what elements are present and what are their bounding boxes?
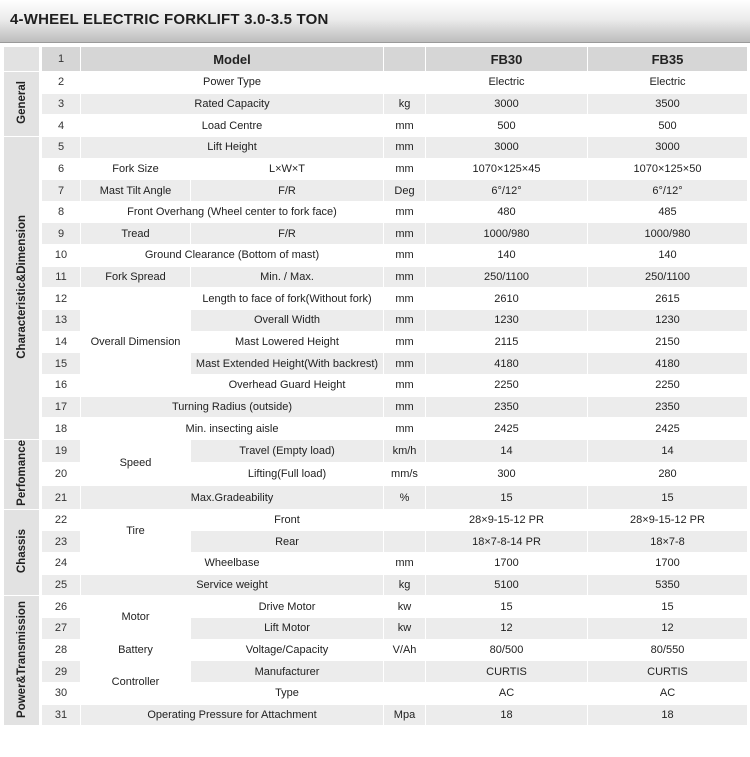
table-row (4, 223, 748, 245)
value-fb35: 250/1100 (588, 266, 748, 288)
row-number: 8 (41, 201, 81, 223)
table-row (4, 266, 748, 288)
row-unit: mm (384, 310, 426, 332)
value-fb35: 14 (588, 439, 748, 462)
value-fb35: 15 (588, 596, 748, 618)
group-characteristic-dimension: Characteristic&Dimension (4, 136, 41, 439)
header-corner (4, 47, 41, 72)
row-sublabel: Front (191, 509, 384, 531)
value-fb35: 6°/12° (588, 180, 748, 202)
value-fb35: 15 (588, 486, 748, 509)
row-label: Power Type (81, 72, 384, 94)
row-sublabel: Mast Extended Height(With backrest) (191, 353, 384, 375)
row-unit: Deg (384, 180, 426, 202)
row-sublabel: Rear (191, 531, 384, 553)
row-number: 25 (41, 574, 81, 596)
row-number: 3 (41, 93, 81, 115)
row-unit: kg (384, 93, 426, 115)
row-unit (384, 661, 426, 683)
value-fb30: 300 (426, 463, 588, 486)
value-fb35: 280 (588, 463, 748, 486)
row-number: 5 (41, 136, 81, 158)
model-fb35: FB35 (588, 47, 748, 72)
value-fb30: 15 (426, 596, 588, 618)
value-fb30: 18 (426, 704, 588, 726)
row-sublabel: Min. / Max. (191, 266, 384, 288)
row-number: 21 (41, 486, 81, 509)
group-chassis: Chassis (4, 509, 41, 596)
value-fb30: 250/1100 (426, 266, 588, 288)
row-number: 12 (41, 288, 81, 310)
value-fb35: 2150 (588, 331, 748, 353)
row-label: Operating Pressure for Attachment (81, 704, 384, 726)
row-unit (384, 531, 426, 553)
row-unit: mm (384, 115, 426, 137)
row-unit: mm (384, 288, 426, 310)
row-unit: mm (384, 201, 426, 223)
row-unit: mm (384, 418, 426, 440)
table-row (4, 245, 748, 267)
row-sublabel: Type (191, 682, 384, 704)
row-unit: % (384, 486, 426, 509)
spec-table (3, 46, 748, 726)
row-unit: V/Ah (384, 639, 426, 661)
row-label: Tread (81, 223, 191, 245)
row-number: 19 (41, 439, 81, 462)
value-fb35: 18×7-8 (588, 531, 748, 553)
row-label: Front Overhang (Wheel center to fork face) (81, 201, 384, 223)
row-unit: mm (384, 223, 426, 245)
value-fb35: 5350 (588, 574, 748, 596)
row-unit: mm/s (384, 463, 426, 486)
row-label: Battery (81, 639, 191, 661)
row-number: 26 (41, 596, 81, 618)
value-fb35: 12 (588, 617, 748, 639)
value-fb30: 480 (426, 201, 588, 223)
value-fb30: 28×9-15-12 PR (426, 509, 588, 531)
table-row (4, 158, 748, 180)
value-fb30: 2250 (426, 374, 588, 396)
table-row (4, 596, 748, 618)
value-fb35: 500 (588, 115, 748, 137)
row-number: 20 (41, 463, 81, 486)
row-sublabel: F/R (191, 223, 384, 245)
row-number: 29 (41, 661, 81, 683)
overall-dimension-label: Overall Dimension (81, 288, 191, 396)
table-row (4, 439, 748, 462)
row-sublabel: Lift Motor (191, 617, 384, 639)
row-sublabel: Manufacturer (191, 661, 384, 683)
row-sublabel: L×W×T (191, 158, 384, 180)
value-fb30: 14 (426, 439, 588, 462)
row-label: Service weight (81, 574, 384, 596)
model-fb30: FB30 (426, 47, 588, 72)
row-unit: Mpa (384, 704, 426, 726)
row-label: Max.Gradeability (81, 486, 384, 509)
value-fb35: 140 (588, 245, 748, 267)
row-number: 2 (41, 72, 81, 94)
row-sublabel: F/R (191, 180, 384, 202)
row-unit: mm (384, 245, 426, 267)
value-fb30: 80/500 (426, 639, 588, 661)
value-fb35: 2615 (588, 288, 748, 310)
row-unit (384, 72, 426, 94)
row-label: Ground Clearance (Bottom of mast) (81, 245, 384, 267)
value-fb30: 1230 (426, 310, 588, 332)
value-fb35: 1070×125×50 (588, 158, 748, 180)
value-fb30: 4180 (426, 353, 588, 375)
value-fb30: 1070×125×45 (426, 158, 588, 180)
row-number: 7 (41, 180, 81, 202)
value-fb35: CURTIS (588, 661, 748, 683)
row-number: 23 (41, 531, 81, 553)
row-sublabel: Lifting(Full load) (191, 463, 384, 486)
value-fb30: 5100 (426, 574, 588, 596)
table-row (4, 553, 748, 575)
row-unit: mm (384, 553, 426, 575)
group-power-transmission: Power&Transmission (4, 596, 41, 726)
row-number: 28 (41, 639, 81, 661)
row-label: Wheelbase (81, 553, 384, 575)
group-general: General (4, 72, 41, 137)
row-number: 13 (41, 310, 81, 332)
row-sublabel: Voltage/Capacity (191, 639, 384, 661)
row-sublabel: Overall Width (191, 310, 384, 332)
value-fb30: 1700 (426, 553, 588, 575)
value-fb35: AC (588, 682, 748, 704)
table-header-row (4, 47, 748, 72)
table-row (4, 72, 748, 94)
value-fb30: 3000 (426, 93, 588, 115)
value-fb30: 1000/980 (426, 223, 588, 245)
row-number: 1 (41, 47, 81, 72)
row-unit: kw (384, 617, 426, 639)
value-fb35: 18 (588, 704, 748, 726)
page-title: 4-WHEEL ELECTRIC FORKLIFT 3.0-3.5 TON (10, 11, 329, 28)
tire-label: Tire (81, 509, 191, 552)
value-fb35: 4180 (588, 353, 748, 375)
row-unit (384, 682, 426, 704)
row-unit: mm (384, 266, 426, 288)
row-label: Fork Spread (81, 266, 191, 288)
table-row (4, 704, 748, 726)
row-unit: mm (384, 158, 426, 180)
row-number: 11 (41, 266, 81, 288)
row-number: 9 (41, 223, 81, 245)
row-unit: km/h (384, 439, 426, 462)
row-number: 6 (41, 158, 81, 180)
value-fb30: AC (426, 682, 588, 704)
value-fb35: 1000/980 (588, 223, 748, 245)
value-fb35: 3000 (588, 136, 748, 158)
table-row (4, 180, 748, 202)
value-fb35: 485 (588, 201, 748, 223)
value-fb35: 2350 (588, 396, 748, 418)
speed-label: Speed (81, 439, 191, 486)
row-unit: mm (384, 353, 426, 375)
row-number: 24 (41, 553, 81, 575)
row-number: 10 (41, 245, 81, 267)
table-row (4, 509, 748, 531)
row-label: Min. insecting aisle (81, 418, 384, 440)
table-row (4, 136, 748, 158)
row-label: Fork Size (81, 158, 191, 180)
row-number: 27 (41, 617, 81, 639)
row-sublabel: Overhead Guard Height (191, 374, 384, 396)
row-sublabel: Drive Motor (191, 596, 384, 618)
row-number: 16 (41, 374, 81, 396)
row-number: 22 (41, 509, 81, 531)
motor-label: Motor (81, 596, 191, 639)
value-fb35: 3500 (588, 93, 748, 115)
value-fb30: 140 (426, 245, 588, 267)
row-unit: kw (384, 596, 426, 618)
value-fb30: 2350 (426, 396, 588, 418)
value-fb30: 2610 (426, 288, 588, 310)
row-label: Lift Height (81, 136, 384, 158)
model-label: Model (81, 47, 384, 72)
row-number: 14 (41, 331, 81, 353)
table-row (4, 115, 748, 137)
row-unit: kg (384, 574, 426, 596)
value-fb30: 15 (426, 486, 588, 509)
table-row (4, 288, 748, 310)
row-number: 30 (41, 682, 81, 704)
table-row (4, 396, 748, 418)
table-row (4, 574, 748, 596)
row-unit: mm (384, 136, 426, 158)
row-unit: mm (384, 396, 426, 418)
value-fb35: 1230 (588, 310, 748, 332)
row-number: 4 (41, 115, 81, 137)
unit-cell (384, 47, 426, 72)
value-fb30: 12 (426, 617, 588, 639)
row-unit (384, 509, 426, 531)
table-row (4, 418, 748, 440)
value-fb30: 18×7-8-14 PR (426, 531, 588, 553)
row-number: 31 (41, 704, 81, 726)
table-row (4, 201, 748, 223)
row-sublabel: Mast Lowered Height (191, 331, 384, 353)
value-fb30: 2115 (426, 331, 588, 353)
row-unit: mm (384, 331, 426, 353)
row-label: Load Centre (81, 115, 384, 137)
table-row (4, 661, 748, 683)
title-bar (0, 0, 750, 43)
value-fb35: 1700 (588, 553, 748, 575)
value-fb30: CURTIS (426, 661, 588, 683)
value-fb35: Electric (588, 72, 748, 94)
row-number: 15 (41, 353, 81, 375)
row-label: Rated Capacity (81, 93, 384, 115)
value-fb30: 6°/12° (426, 180, 588, 202)
row-number: 17 (41, 396, 81, 418)
value-fb35: 2250 (588, 374, 748, 396)
value-fb35: 80/550 (588, 639, 748, 661)
row-label: Mast Tilt Angle (81, 180, 191, 202)
group-performance: Perfomance (4, 439, 41, 509)
row-unit: mm (384, 374, 426, 396)
value-fb30: 2425 (426, 418, 588, 440)
value-fb30: 500 (426, 115, 588, 137)
value-fb35: 2425 (588, 418, 748, 440)
value-fb30: Electric (426, 72, 588, 94)
value-fb35: 28×9-15-12 PR (588, 509, 748, 531)
table-row (4, 639, 748, 661)
value-fb30: 3000 (426, 136, 588, 158)
row-number: 18 (41, 418, 81, 440)
table-row (4, 486, 748, 509)
row-label: Turning Radius (outside) (81, 396, 384, 418)
controller-label: Controller (81, 661, 191, 704)
row-sublabel: Travel (Empty load) (191, 439, 384, 462)
table-row (4, 93, 748, 115)
row-sublabel: Length to face of fork(Without fork) (191, 288, 384, 310)
